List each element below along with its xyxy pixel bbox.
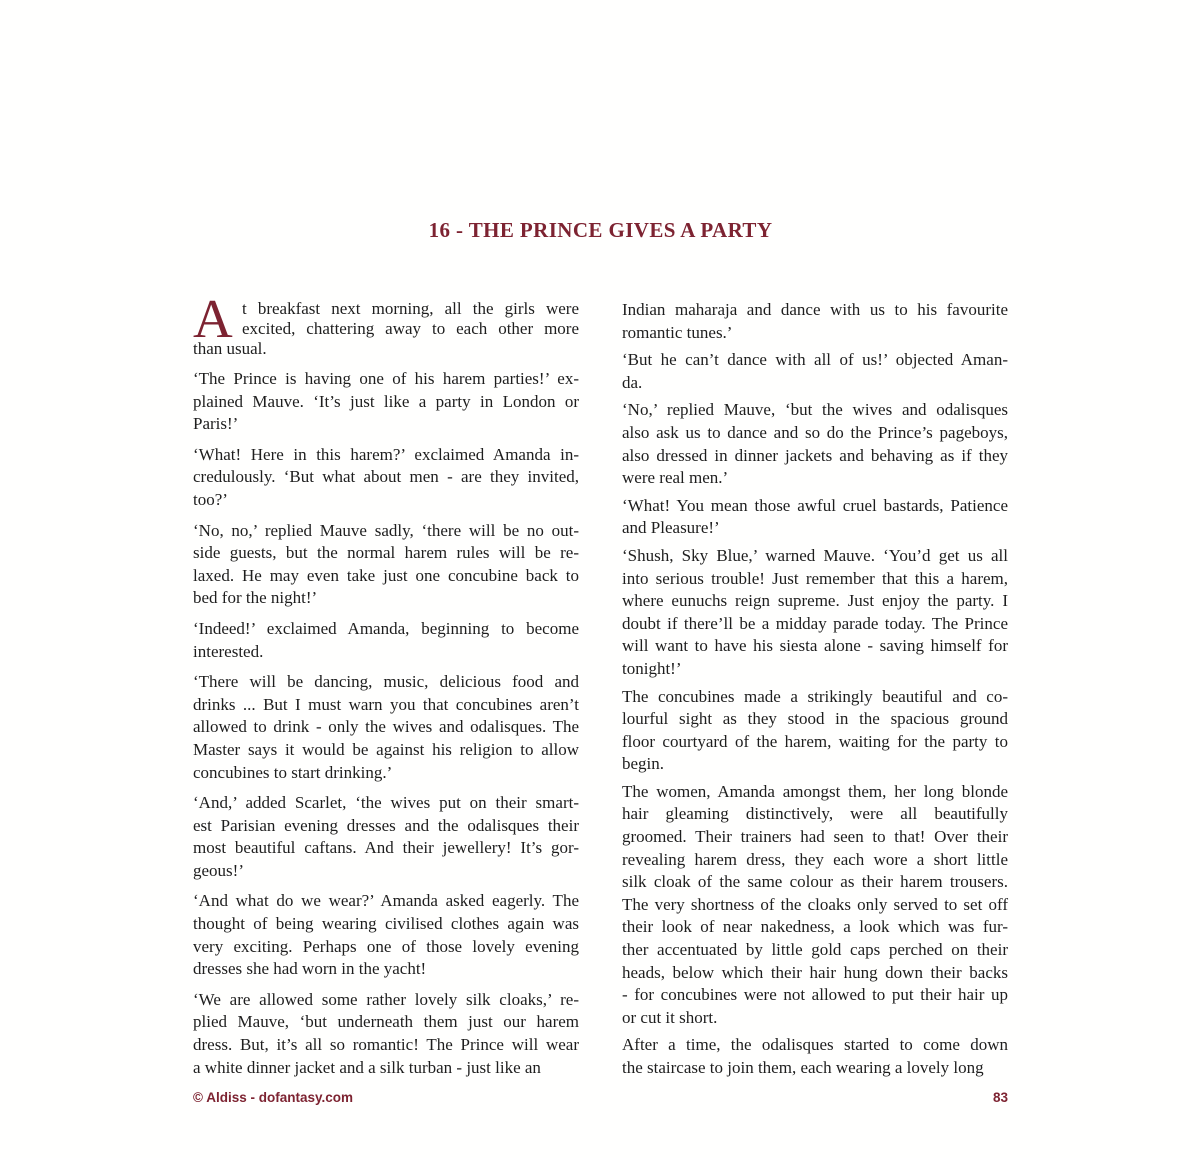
paragraph: [622, 299, 1008, 344]
paragraph: [622, 349, 1008, 394]
text-line: their look of near nakedness, a look which was fur-: [622, 917, 1008, 937]
text-line: ‘What! Here in this harem?’ exclaimed Amanda in-: [193, 444, 579, 464]
paragraph: [622, 399, 1008, 489]
paragraph: [193, 444, 579, 512]
text-line: The very shortness of the cloaks only served to set off: [622, 894, 1008, 914]
text-line: ‘No,’ replied Mauve, ‘but the wives and odalisques: [622, 400, 1008, 420]
text-line: hair gleaming distinctively, were all beautifully: [622, 804, 1008, 824]
text-line: est Parisian evening dresses and the odalisques their: [193, 815, 579, 835]
text-line: too?’: [193, 489, 228, 509]
right-column: [622, 299, 1008, 1080]
left-column: [193, 288, 579, 1080]
paragraph: [193, 368, 579, 436]
text-line: - for concubines were not allowed to put their hair up: [622, 985, 1008, 1005]
text-line: concubines to start drinking.’: [193, 762, 393, 782]
paragraph: [193, 520, 579, 610]
text-line: credulously. ‘But what about men - are they invited,: [193, 467, 579, 487]
paragraph: [193, 671, 579, 784]
copyright-notice: © Aldiss - dofantasy.com: [193, 1089, 353, 1105]
text-line: begin.: [622, 754, 665, 774]
paragraph: [193, 288, 579, 359]
text-line: plained Mauve. ‘It’s just like a party in London or: [193, 391, 579, 411]
text-line: than usual.: [193, 339, 267, 358]
chapter-title: 16 - THE PRINCE GIVES A PARTY: [428, 218, 773, 242]
text-line: Indian maharaja and dance with us to his favourite: [622, 300, 1008, 319]
text-line: bed for the night!’: [193, 588, 318, 608]
text-line: also dressed in dinner jackets and behaving as if they: [622, 445, 1008, 465]
text-line: ‘The Prince is having one of his harem parties!’ ex-: [193, 369, 579, 388]
text-line: dresses she had worn in the yacht!: [193, 959, 427, 979]
text-line: Master says it would be against his religion to allow: [193, 739, 579, 759]
text-line: also ask us to dance and so do the Prince’s pageboys,: [622, 422, 1008, 442]
text-line: thought of being wearing civilised clothes again was: [193, 914, 579, 934]
paragraph: [193, 618, 579, 663]
text-line: geous!’: [193, 860, 244, 880]
text-line: laxed. He may even take just one concubine back to: [193, 565, 579, 585]
text-line: ‘No, no,’ replied Mauve sadly, ‘there will be no out-: [193, 520, 579, 540]
text-line: ‘And,’ added Scarlet, ‘the wives put on their smart-: [193, 793, 579, 813]
text-line: doubt if there’ll be a midday parade today. The Prince: [622, 613, 1008, 633]
text-line: revealing harem dress, they each wore a short little: [622, 849, 1008, 869]
text-line: and Pleasure!’: [622, 518, 720, 538]
text-line: Paris!’: [193, 414, 239, 434]
text-line: allowed to drink - only the wives and odalisques. The: [193, 717, 579, 737]
text-line: interested.: [193, 641, 264, 661]
paragraph: [622, 1034, 1008, 1079]
text-line: or cut it short.: [622, 1007, 718, 1027]
text-line: were real men.’: [622, 468, 729, 488]
text-line: floor courtyard of the harem, waiting for the party to: [622, 731, 1008, 751]
paragraph: [622, 781, 1008, 1030]
text-line: drinks ... But I must warn you that concubines aren’t: [193, 694, 579, 714]
two-column-text-body: [193, 288, 1008, 1080]
drop-cap: A: [193, 288, 233, 349]
text-line: romantic tunes.’: [622, 322, 733, 342]
text-line: t breakfast next morning, all the girls were: [242, 299, 579, 318]
text-line: da.: [622, 372, 643, 392]
text-line: a white dinner jacket and a silk turban - just like an: [193, 1057, 541, 1077]
text-line: The women, Amanda amongst them, her long blonde: [622, 781, 1008, 801]
paragraph: [193, 792, 579, 882]
text-line: ‘We are allowed some rather lovely silk cloaks,’ re-: [193, 989, 579, 1009]
text-line: groomed. Their trainers had seen to that! Over their: [622, 827, 1008, 847]
text-line: The concubines made a strikingly beautiful and co-: [622, 686, 1008, 706]
text-line: ther accentuated by little gold caps perched on their: [622, 940, 1008, 960]
paragraph: [622, 686, 1008, 776]
text-line: ‘Shush, Sky Blue,’ warned Mauve. ‘You’d get us all: [622, 545, 1008, 565]
text-line: ‘There will be dancing, music, delicious food and: [193, 672, 579, 692]
text-line: After a time, the odalisques started to come down: [622, 1035, 1008, 1055]
paragraph: [622, 495, 1008, 540]
text-line: most beautiful caftans. And their jewellery! It’s gor-: [193, 838, 579, 858]
text-line: excited, chattering away to each other more: [242, 319, 579, 338]
text-line: ‘Indeed!’ exclaimed Amanda, beginning to become: [193, 618, 579, 638]
text-line: ‘And what do we wear?’ Amanda asked eagerly. The: [193, 891, 579, 911]
text-line: the staircase to join them, each wearing a lovely long: [622, 1058, 984, 1077]
text-line: plied Mauve, ‘but underneath them just our harem: [193, 1012, 579, 1032]
page-number: 83: [992, 1089, 1008, 1105]
text-line: dress. But, it’s all so romantic! The Prince will wear: [193, 1035, 579, 1055]
text-line: where eunuchs reign supreme. Just enjoy the party. I: [622, 591, 1008, 611]
text-line: will want to have his siesta alone - saving himself for: [622, 636, 1008, 656]
text-line: ‘But he can’t dance with all of us!’ objected Aman-: [622, 350, 1008, 370]
text-line: very exciting. Perhaps one of those lovely evening: [193, 936, 579, 956]
paragraph: [622, 545, 1008, 681]
paragraph: [193, 989, 579, 1079]
text-line: silk cloak of the same colour as their harem trousers.: [622, 872, 1008, 892]
text-line: side guests, but the normal harem rules will be re-: [193, 543, 579, 563]
text-line: tonight!’: [622, 658, 682, 678]
text-line: heads, below which their hair hung down their backs: [622, 962, 1008, 982]
text-line: into serious trouble! Just remember that this a harem,: [622, 568, 1008, 588]
paragraph: [193, 890, 579, 980]
text-line: lourful sight as they stood in the spacious ground: [622, 709, 1008, 729]
page-footer: [193, 1090, 1008, 1105]
text-line: ‘What! You mean those awful cruel bastards, Patience: [622, 495, 1008, 515]
